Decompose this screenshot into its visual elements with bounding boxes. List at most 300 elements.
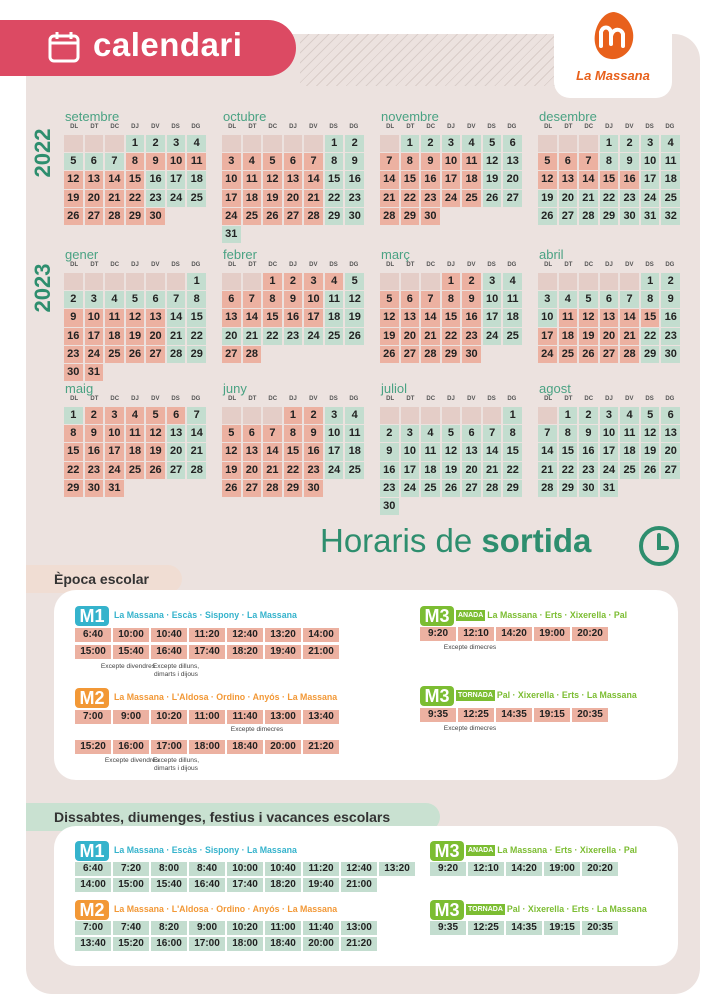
day-cell: 24 [105,462,124,479]
month-grid [64,273,206,381]
departure-time: 12:10 [468,862,504,876]
day-cell: 16 [284,309,303,326]
day-cell: 5 [641,407,660,424]
day-cell: 25 [421,480,440,497]
empty-cell [620,273,639,290]
day-cell: 20 [462,462,481,479]
day-cell: 23 [304,462,323,479]
day-cell: 9 [146,153,165,170]
weekday-label: DL [544,124,553,130]
departure-time: 14:35 [496,708,532,722]
day-cell: 5 [442,425,461,442]
school-m1-note1: Excepte divendres [100,663,156,670]
month-grid [538,135,680,225]
weekday-label: DS [487,262,496,268]
day-cell: 14 [263,443,282,460]
departure-time: 20:20 [582,862,618,876]
day-cell: 7 [538,425,557,442]
weekday-header [380,262,522,272]
day-cell: 15 [559,443,578,460]
day-cell: 17 [401,462,420,479]
weekday-label: DV [467,124,476,130]
day-cell: 14 [304,171,323,188]
departure-time: 12:10 [458,627,494,641]
weekday-label: DL [386,396,395,402]
departure-time: 18:00 [189,740,225,754]
day-cell: 31 [600,480,619,497]
weekday-label: DJ [447,396,455,402]
day-cell: 7 [421,291,440,308]
day-cell: 27 [600,346,619,363]
empty-cell [105,135,124,152]
day-cell: 13 [401,309,420,326]
day-cell: 24 [304,328,323,345]
day-cell: 13 [167,425,186,442]
day-cell: 15 [263,309,282,326]
day-cell: 2 [620,135,639,152]
day-cell: 5 [380,291,399,308]
day-cell: 22 [126,190,145,207]
departure-time: 10:00 [227,862,263,876]
day-cell: 9 [64,309,83,326]
departure-time: 13:00 [265,710,301,724]
day-cell: 14 [421,309,440,326]
day-cell: 9 [345,153,364,170]
year-label-2023: 2023 [30,263,55,313]
weekday-label: DS [645,124,654,130]
departure-time: 20:20 [572,627,608,641]
day-cell: 1 [187,273,206,290]
day-cell: 17 [85,328,104,345]
day-cell: 29 [600,208,619,225]
month-grid [538,407,680,497]
day-cell: 30 [304,480,323,497]
empty-cell [284,135,303,152]
school-m2-note1: Excepte divendres [104,757,160,764]
holiday-m1-route: La Massana · Escàs · Sispony · La Massana [114,845,297,855]
month-grid [380,273,522,363]
day-cell: 5 [538,153,557,170]
day-cell: 2 [64,291,83,308]
day-cell: 24 [85,346,104,363]
month-name: juliol [381,381,408,396]
day-cell: 10 [442,153,461,170]
weekday-label: DS [171,262,180,268]
day-cell: 8 [325,153,344,170]
departure-time: 15:20 [113,937,149,951]
day-cell: 10 [105,425,124,442]
day-cell: 9 [421,153,440,170]
day-cell: 23 [579,462,598,479]
day-cell: 6 [462,425,481,442]
day-cell: 15 [600,171,619,188]
day-cell: 30 [462,346,481,363]
day-cell: 8 [401,153,420,170]
day-cell: 7 [243,291,262,308]
weekday-header [64,396,206,406]
day-cell: 30 [620,208,639,225]
day-cell: 22 [64,462,83,479]
day-cell: 21 [304,190,323,207]
departure-time: 20:00 [265,740,301,754]
weekday-label: DC [268,262,278,268]
departure-time: 18:40 [265,937,301,951]
month-grid [380,135,522,225]
day-cell: 16 [304,443,323,460]
day-cell: 6 [146,291,165,308]
day-cell: 7 [380,153,399,170]
month-setembre [64,110,206,225]
weekday-label: DL [70,262,79,268]
day-cell: 25 [559,346,578,363]
day-cell: 19 [380,328,399,345]
day-cell: 14 [380,171,399,188]
day-cell: 4 [345,407,364,424]
empty-cell [105,273,124,290]
weekday-label: DG [191,262,201,268]
weekday-label: DG [665,124,675,130]
departure-time: 21:00 [341,878,377,892]
day-cell: 27 [661,462,680,479]
day-cell: 9 [462,291,481,308]
weekday-header [538,124,680,134]
day-cell: 3 [600,407,619,424]
weekday-label: DJ [289,262,297,268]
empty-cell [304,135,323,152]
departure-time: 17:40 [189,645,225,659]
day-cell: 4 [105,291,124,308]
school-m2-tag: M2 [75,688,109,708]
day-cell: 21 [380,190,399,207]
empty-cell [222,407,241,424]
day-cell: 26 [579,346,598,363]
departure-time: 13:00 [341,921,377,935]
day-cell: 13 [462,443,481,460]
departure-time: 10:40 [151,628,187,642]
weekday-label: DC [426,396,436,402]
day-cell: 8 [442,291,461,308]
day-cell: 29 [187,346,206,363]
holiday-m2-times-row2 [75,937,377,951]
departure-time: 13:40 [303,710,339,724]
weekday-label: DT [90,262,99,268]
weekday-label: DG [349,124,359,130]
day-cell: 21 [483,462,502,479]
day-cell: 8 [64,425,83,442]
weekday-label: DL [544,262,553,268]
day-cell: 18 [661,171,680,188]
weekday-label: DS [329,124,338,130]
day-cell: 12 [641,425,660,442]
day-cell: 7 [483,425,502,442]
holiday-m2-route: La Massana · L'Aldosa · Ordino · Anyós · La Massana [114,904,338,914]
weekday-header [64,262,206,272]
month-març [380,248,522,363]
holiday-m2-times-row1 [75,921,377,935]
weekday-label: DJ [605,262,613,268]
departure-time: 13:20 [379,862,415,876]
weekday-label: DT [406,124,415,130]
weekday-label: DC [426,262,436,268]
day-cell: 16 [380,462,399,479]
departure-time: 20:00 [303,937,339,951]
day-cell: 15 [401,171,420,188]
departure-time: 13:40 [75,937,111,951]
day-cell: 26 [222,480,241,497]
month-name: juny [223,381,247,396]
departure-time: 6:40 [75,862,111,876]
empty-cell [263,407,282,424]
day-cell: 12 [380,309,399,326]
month-novembre [380,110,522,225]
day-cell: 17 [641,171,660,188]
weekday-label: DS [329,396,338,402]
day-cell: 20 [146,328,165,345]
month-grid [222,407,364,497]
day-cell: 18 [620,443,639,460]
day-cell: 9 [284,291,303,308]
weekday-label: DG [191,396,201,402]
day-cell: 10 [222,171,241,188]
day-cell: 30 [85,480,104,497]
weekday-label: DT [248,262,257,268]
day-cell: 18 [243,190,262,207]
tornada-label: TORNADA [458,692,493,699]
day-cell: 25 [462,190,481,207]
day-cell: 8 [503,425,522,442]
day-cell: 1 [263,273,282,290]
day-cell: 2 [661,273,680,290]
day-cell: 7 [105,153,124,170]
day-cell: 29 [284,480,303,497]
day-cell: 1 [600,135,619,152]
day-cell: 28 [187,462,206,479]
school-period-tag: Època escolar [26,565,182,593]
weekday-label: DJ [289,124,297,130]
departure-time: 15:20 [75,740,111,754]
day-cell: 24 [401,480,420,497]
day-cell: 19 [345,309,364,326]
day-cell: 29 [64,480,83,497]
day-cell: 7 [263,425,282,442]
day-cell: 3 [641,135,660,152]
weekday-label: DS [645,396,654,402]
schedules-heading-bold: sortida [481,522,592,559]
school-m3-anada-note: Excepte dimecres [443,644,497,651]
day-cell: 19 [64,190,83,207]
day-cell: 18 [462,171,481,188]
day-cell: 20 [284,190,303,207]
weekday-label: DS [487,124,496,130]
empty-cell [401,407,420,424]
day-cell: 13 [600,309,619,326]
day-cell: 10 [641,153,660,170]
departure-time: 18:00 [227,937,263,951]
school-m2-note0: Excepte dimecres [230,726,284,733]
departure-time: 13:20 [265,628,301,642]
empty-cell [243,273,262,290]
day-cell: 14 [167,309,186,326]
day-cell: 7 [167,291,186,308]
day-cell: 24 [442,190,461,207]
weekday-label: DJ [131,124,139,130]
day-cell: 8 [559,425,578,442]
day-cell: 6 [661,407,680,424]
day-cell: 30 [661,346,680,363]
day-cell: 27 [85,208,104,225]
departure-time: 10:20 [227,921,263,935]
day-cell: 31 [222,226,241,243]
day-cell: 28 [380,208,399,225]
weekday-header [538,396,680,406]
day-cell: 6 [401,291,420,308]
day-cell: 12 [483,153,502,170]
school-m3-anada-times [420,627,608,641]
day-cell: 6 [503,135,522,152]
day-cell: 28 [421,346,440,363]
weekday-label: DG [665,262,675,268]
departure-time: 15:40 [113,645,149,659]
day-cell: 20 [661,443,680,460]
day-cell: 25 [243,208,262,225]
departure-time: 9:20 [430,862,466,876]
empty-cell [538,135,557,152]
day-cell: 1 [442,273,461,290]
weekday-label: DT [248,124,257,130]
day-cell: 12 [146,425,165,442]
day-cell: 16 [85,443,104,460]
month-name: desembre [539,109,597,124]
day-cell: 8 [284,425,303,442]
day-cell: 29 [503,480,522,497]
empty-cell [263,135,282,152]
day-cell: 23 [620,190,639,207]
empty-cell [421,407,440,424]
empty-cell [380,135,399,152]
day-cell: 27 [284,208,303,225]
school-m3-anada-route-text: La Massana · Erts · Xixerella · Pal [487,610,628,620]
day-cell: 18 [559,328,578,345]
empty-cell [401,273,420,290]
departure-time: 8:40 [189,862,225,876]
month-gener [64,248,206,381]
day-cell: 31 [641,208,660,225]
departure-time: 14:20 [496,627,532,641]
day-cell: 3 [85,291,104,308]
day-cell: 22 [325,190,344,207]
departure-time: 19:40 [303,878,339,892]
empty-cell [483,407,502,424]
month-juny [222,382,364,497]
day-cell: 9 [579,425,598,442]
departure-time: 7:00 [75,710,111,724]
weekday-label: DC [268,396,278,402]
day-cell: 10 [325,425,344,442]
day-cell: 19 [263,190,282,207]
weekday-label: DC [268,124,278,130]
day-cell: 25 [345,462,364,479]
departure-time: 15:40 [151,878,187,892]
day-cell: 17 [222,190,241,207]
day-cell: 29 [559,480,578,497]
departure-time: 8:00 [151,862,187,876]
weekday-label: DV [467,262,476,268]
school-m3-anada-route [456,610,627,621]
day-cell: 4 [126,407,145,424]
empty-cell [559,273,578,290]
day-cell: 30 [146,208,165,225]
day-cell: 30 [380,498,399,515]
holiday-m1-times-row2 [75,878,377,892]
day-cell: 18 [126,443,145,460]
day-cell: 21 [187,443,206,460]
year-label-2022: 2022 [30,128,55,178]
tornada-label: TORNADA [468,906,503,913]
day-cell: 25 [187,190,206,207]
month-desembre [538,110,680,225]
day-cell: 26 [126,346,145,363]
departure-time: 17:00 [151,740,187,754]
day-cell: 30 [345,208,364,225]
departure-time: 11:40 [227,710,263,724]
weekday-header [380,124,522,134]
weekday-label: DT [90,124,99,130]
school-m1-tag: M1 [75,606,109,626]
day-cell: 19 [126,328,145,345]
day-cell: 4 [503,273,522,290]
school-m2-note2: Excepte dilluns, dimarts i dijous [152,757,200,772]
day-cell: 26 [146,462,165,479]
la-massana-logo-icon [591,10,637,62]
day-cell: 2 [462,273,481,290]
weekday-label: DC [584,262,594,268]
day-cell: 15 [64,443,83,460]
school-m3-anada-tag: M3 [420,606,454,626]
day-cell: 31 [105,480,124,497]
departure-time: 19:40 [265,645,301,659]
day-cell: 21 [579,190,598,207]
day-cell: 16 [462,309,481,326]
day-cell: 12 [442,443,461,460]
weekday-label: DG [507,124,517,130]
anada-label: ANADA [458,612,484,619]
empty-cell [600,273,619,290]
departure-time: 19:00 [534,627,570,641]
month-name: febrer [223,247,257,262]
weekday-header [380,396,522,406]
weekday-label: DV [309,262,318,268]
empty-cell [538,407,557,424]
day-cell: 8 [600,153,619,170]
day-cell: 18 [187,171,206,188]
schedules-heading-text: Horaris de [320,522,482,559]
day-cell: 11 [421,443,440,460]
weekday-label: DC [584,124,594,130]
departure-time: 8:20 [151,921,187,935]
empty-cell [222,273,241,290]
weekday-label: DS [645,262,654,268]
day-cell: 18 [325,309,344,326]
day-cell: 24 [222,208,241,225]
day-cell: 27 [503,190,522,207]
day-cell: 21 [105,190,124,207]
departure-time: 18:20 [227,645,263,659]
day-cell: 27 [401,346,420,363]
weekday-label: DV [309,396,318,402]
day-cell: 26 [380,346,399,363]
departure-time: 14:20 [506,862,542,876]
day-cell: 21 [538,462,557,479]
